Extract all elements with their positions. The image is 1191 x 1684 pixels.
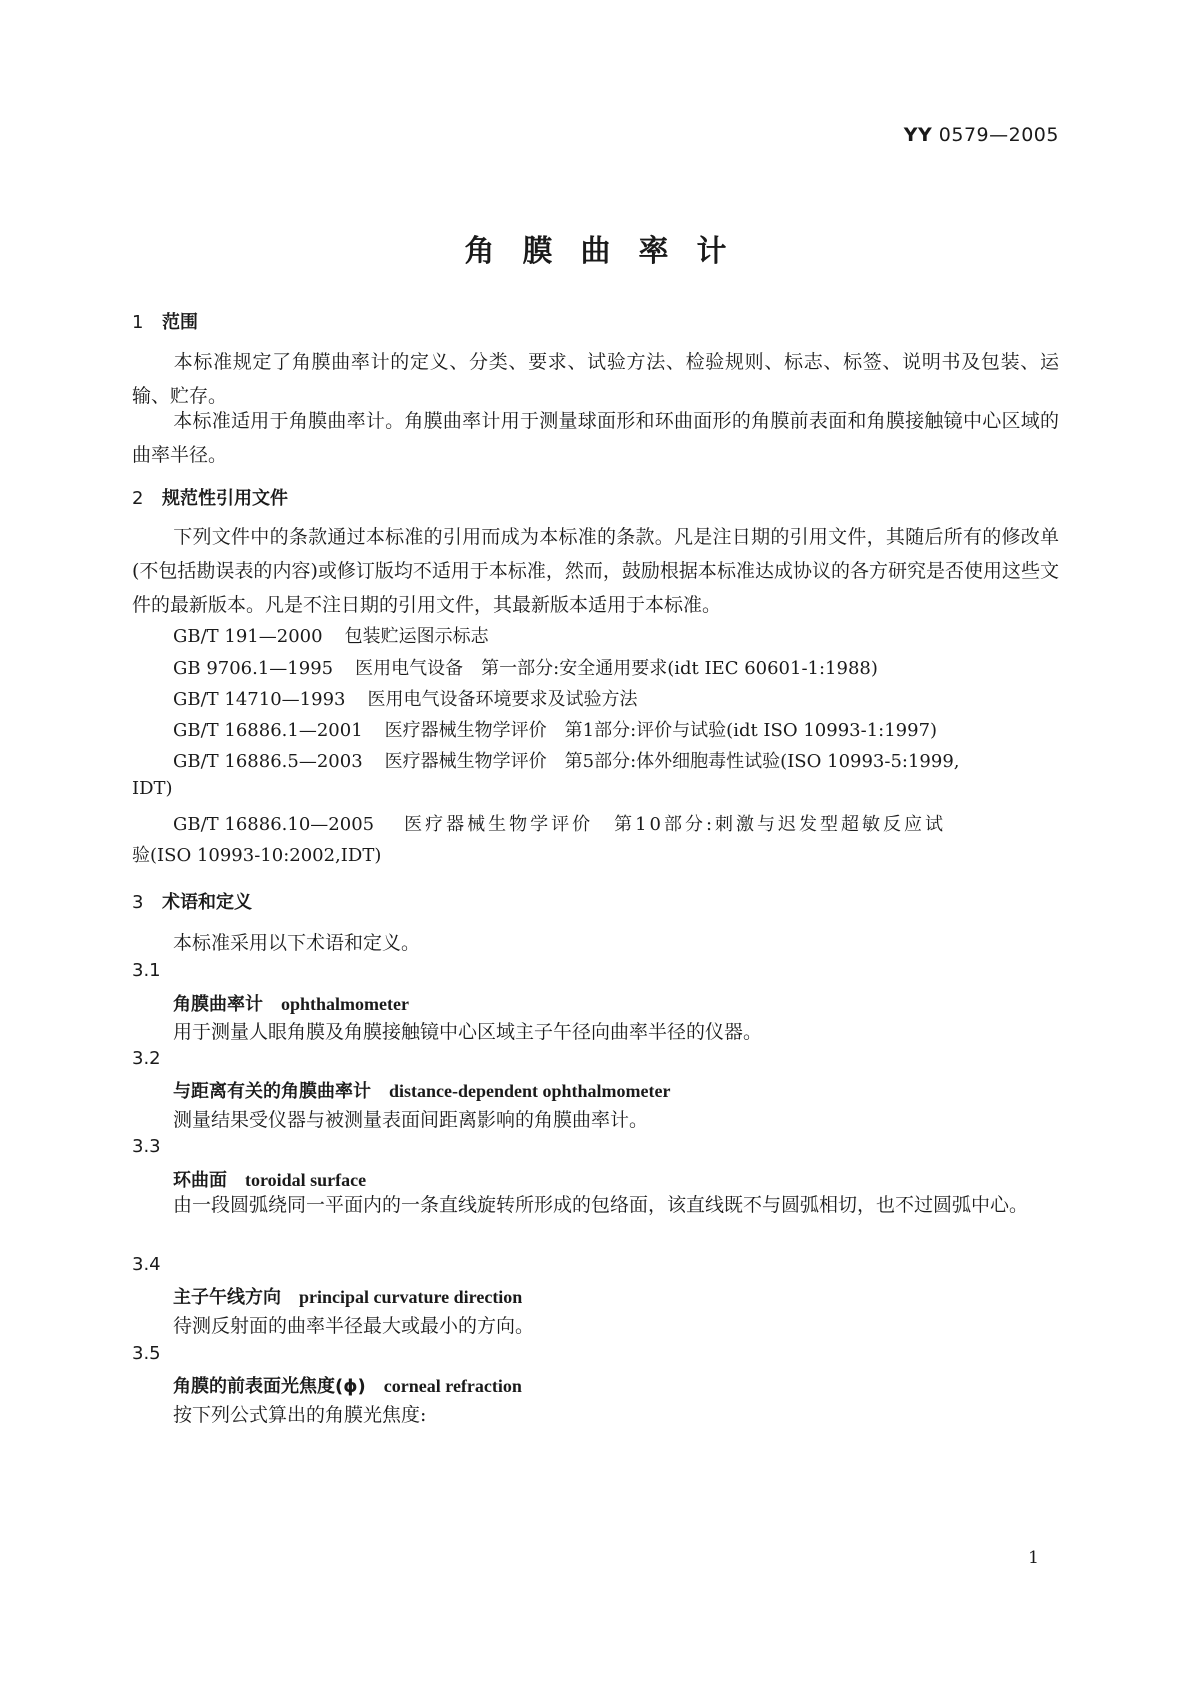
reference-item <box>173 654 878 680</box>
term-heading <box>173 1283 522 1309</box>
reference-title: 包装贮运图示标志 <box>344 626 489 647</box>
term-en: ophthalmometer <box>281 994 409 1014</box>
paragraph-text: 本标准适用于角膜曲率计。角膜曲率计用于测量球面形和环曲面形的角膜前表面和角膜接触镜中心区域的曲率半径。 <box>132 410 1059 466</box>
reference-item <box>173 747 960 773</box>
reference-continuation: IDT) <box>132 778 173 799</box>
paragraph <box>132 520 1059 622</box>
subsection-number: 3.3 <box>132 1136 161 1157</box>
section-3-heading <box>132 888 252 914</box>
section-number: 2 <box>132 488 144 509</box>
reference-continuation: 验(ISO 10993-10:2002,IDT) <box>132 845 382 866</box>
reference-code: GB/T 14710—1993 <box>173 689 346 710</box>
subsection-number: 3.5 <box>132 1343 161 1364</box>
section-title: 规范性引用文件 <box>162 488 288 509</box>
reference-item <box>173 810 946 836</box>
reference-title: 医疗器械生物学评价 第1部分:评价与试验(idt ISO 10993-1:1997) <box>384 720 938 741</box>
section-title: 术语和定义 <box>162 892 252 913</box>
reference-code: GB/T 16886.5—2003 <box>173 751 363 772</box>
term-heading <box>173 990 409 1016</box>
paragraph: 本标准采用以下术语和定义。 <box>173 932 421 954</box>
term-heading <box>173 1372 522 1398</box>
term-zh: 角膜的前表面光焦度(ϕ) <box>173 1376 366 1397</box>
term-zh: 角膜曲率计 <box>173 994 263 1015</box>
reference-title: 医疗器械生物学评价 第10部分:刺激与迟发型超敏反应试 <box>404 814 947 835</box>
term-definition: 测量结果受仪器与被测量表面间距离影响的角膜曲率计。 <box>173 1109 649 1131</box>
term-heading <box>173 1077 671 1103</box>
reference-code: GB/T 191—2000 <box>173 626 323 647</box>
reference-item <box>173 622 489 648</box>
standard-prefix: YY <box>903 124 933 146</box>
term-definition: 按下列公式算出的角膜光焦度: <box>173 1404 427 1426</box>
subsection-number: 3.2 <box>132 1048 161 1069</box>
section-number: 1 <box>132 312 144 333</box>
section-title: 范围 <box>162 312 198 333</box>
section-number: 3 <box>132 892 144 913</box>
reference-code: GB 9706.1—1995 <box>173 658 334 679</box>
term-en: principal curvature direction <box>299 1287 523 1307</box>
reference-title: 医用电气设备 第一部分:安全通用要求(idt IEC 60601-1:1988) <box>355 658 878 679</box>
paragraph <box>132 404 1059 472</box>
reference-item <box>173 716 937 742</box>
term-en: corneal refraction <box>383 1376 522 1396</box>
term-en: distance-dependent ophthalmometer <box>389 1081 671 1101</box>
standard-number <box>904 124 1059 146</box>
subsection-number: 3.1 <box>132 960 161 981</box>
section-1-heading <box>132 308 198 334</box>
reference-code: GB/T 16886.10—2005 <box>173 814 375 835</box>
standard-code: 0579—2005 <box>938 124 1059 146</box>
page-number: 1 <box>1028 1548 1039 1568</box>
term-definition: 由一段圆弧绕同一平面内的一条直线旋转所形成的包络面，该直线既不与圆弧相切，也不过圆弧中心。 <box>173 1194 1029 1216</box>
paragraph-text: 本标准规定了角膜曲率计的定义、分类、要求、试验方法、检验规则、标志、标签、说明书及包装、运输、贮存。 <box>132 351 1059 407</box>
reference-title: 医疗器械生物学评价 第5部分:体外细胞毒性试验(ISO 10993-5:1999, <box>384 751 960 772</box>
term-definition: 用于测量人眼角膜及角膜接触镜中心区域主子午径向曲率半径的仪器。 <box>173 1021 763 1043</box>
term-zh: 与距离有关的角膜曲率计 <box>173 1081 371 1102</box>
reference-item <box>173 685 637 711</box>
paragraph <box>132 345 1059 413</box>
term-zh: 主子午线方向 <box>173 1287 281 1308</box>
section-2-heading <box>132 484 288 510</box>
document-title: 角膜曲率计 <box>464 234 755 269</box>
subsection-number: 3.4 <box>132 1254 161 1275</box>
term-en: toroidal surface <box>245 1170 367 1190</box>
paragraph-text: 下列文件中的条款通过本标准的引用而成为本标准的条款。凡是注日期的引用文件，其随后所有的修改单(不包括勘误表的内容)或修订版均不适用于本标准，然而，鼓励根据本标准达成协议的各方研究是否使用这些文件的最新版本。凡是不注日期的引用文件，其最新版本适用于本标准。 <box>132 526 1059 616</box>
reference-title: 医用电气设备环境要求及试验方法 <box>367 689 638 710</box>
term-zh: 环曲面 <box>173 1170 227 1191</box>
reference-code: GB/T 16886.1—2001 <box>173 720 363 741</box>
term-definition: 待测反射面的曲率半径最大或最小的方向。 <box>173 1315 535 1337</box>
